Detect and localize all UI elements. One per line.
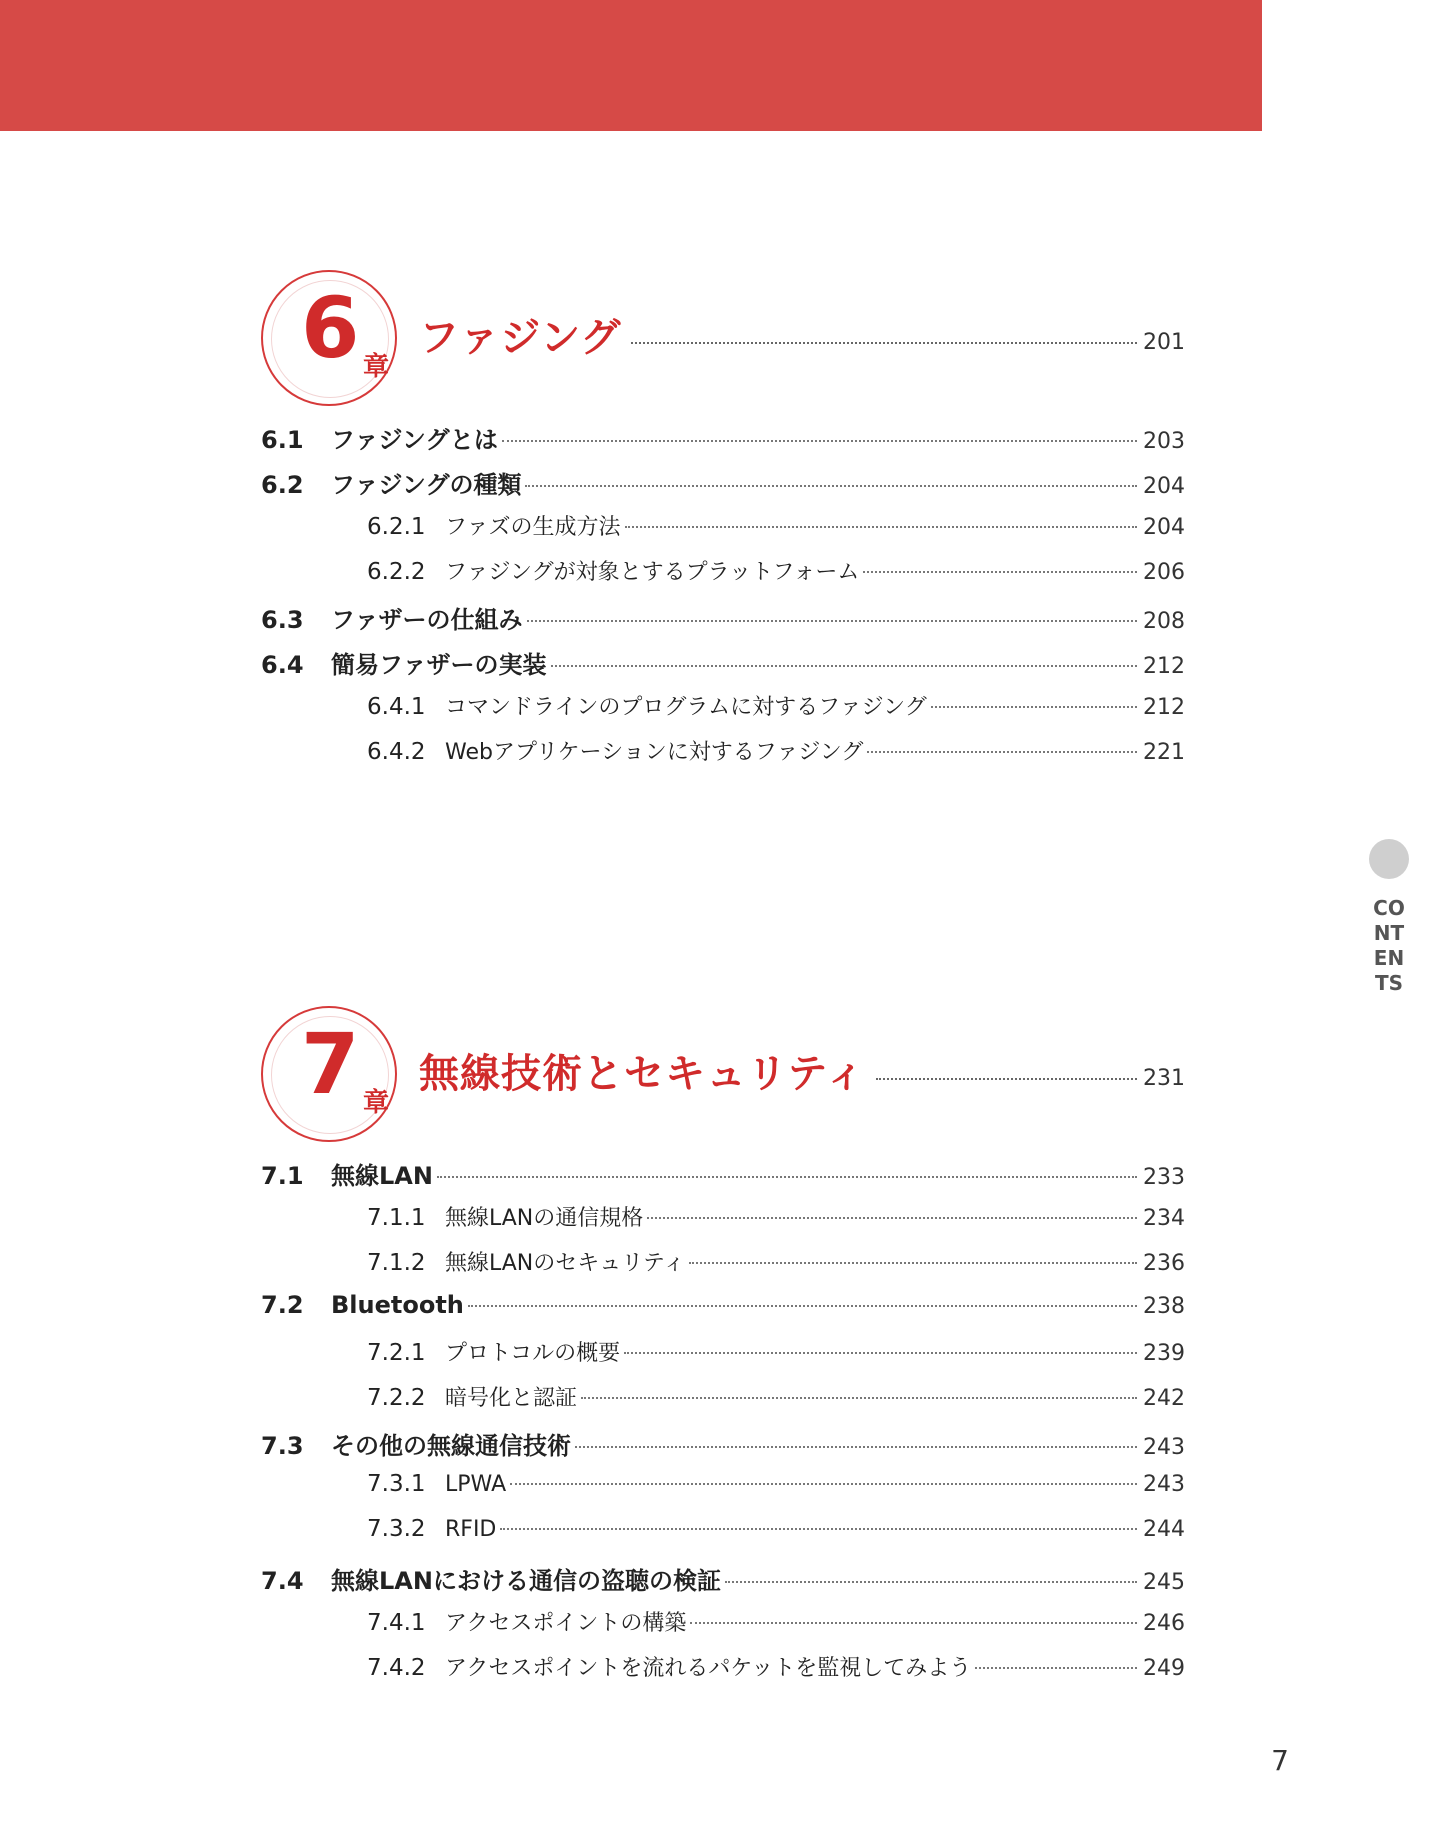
entry-page: 212 xyxy=(1143,654,1185,679)
entry-page: 204 xyxy=(1143,515,1185,540)
dot-leader xyxy=(876,1078,1137,1080)
entry-title: ファジングが対象とするプラットフォーム xyxy=(445,560,860,585)
chapter-heading xyxy=(261,1006,1185,1148)
toc-subentry[interactable] xyxy=(261,555,1185,600)
header-band xyxy=(0,0,1262,131)
dot-leader xyxy=(625,526,1137,528)
entry-title: 無線LAN xyxy=(331,1162,433,1190)
toc-entry[interactable] xyxy=(261,420,1185,465)
entry-title: ファザーの仕組み xyxy=(331,606,523,634)
dot-leader xyxy=(931,706,1137,708)
chapter-heading xyxy=(261,270,1185,412)
entry-title: ファジングの種類 xyxy=(331,471,522,499)
entry-title: LPWA xyxy=(445,1472,507,1497)
entry-page: 244 xyxy=(1143,1517,1185,1542)
toc-subentry[interactable] xyxy=(261,735,1185,780)
chapter-unit: 章 xyxy=(363,1088,390,1118)
toc-subentry[interactable] xyxy=(261,1516,1185,1561)
entry-number: 7.4.2 xyxy=(367,1655,426,1681)
toc-entry[interactable] xyxy=(261,1156,1185,1201)
entry-title: ファズの生成方法 xyxy=(445,515,621,540)
dot-leader xyxy=(510,1483,1137,1485)
entry-number: 7.1.1 xyxy=(367,1205,426,1231)
dot-leader xyxy=(500,1528,1137,1530)
toc-subentry[interactable] xyxy=(261,1201,1185,1246)
entry-number: 6.4 xyxy=(261,651,304,679)
toc-entries xyxy=(261,1156,1185,1696)
entry-page: 243 xyxy=(1143,1435,1185,1460)
chapter-unit: 章 xyxy=(363,352,390,382)
chapter-number: 6 xyxy=(301,279,360,377)
entry-number: 6.2.2 xyxy=(367,559,426,585)
entry-page: 221 xyxy=(1143,740,1185,765)
entry-title: アクセスポイントの構築 xyxy=(445,1611,687,1636)
entry-page: 204 xyxy=(1143,474,1185,499)
entry-title: プロトコルの概要 xyxy=(445,1341,621,1366)
dot-leader xyxy=(631,342,1137,344)
entry-number: 7.3.2 xyxy=(367,1516,426,1542)
entry-number: 7.2.1 xyxy=(367,1340,426,1366)
dot-leader xyxy=(624,1352,1137,1354)
chapter-page: 231 xyxy=(1143,1066,1185,1091)
dot-leader xyxy=(575,1446,1137,1448)
entry-title: アクセスポイントを流れるパケットを監視してみよう xyxy=(445,1656,972,1681)
entry-page: 234 xyxy=(1143,1206,1185,1231)
entry-page: 212 xyxy=(1143,695,1185,720)
entry-number: 6.4.1 xyxy=(367,694,426,720)
entry-number: 7.3 xyxy=(261,1432,304,1460)
entry-number: 7.1.2 xyxy=(367,1250,426,1276)
dot-leader xyxy=(689,1262,1137,1264)
dot-leader xyxy=(863,571,1137,573)
toc-entries xyxy=(261,420,1185,780)
entry-number: 7.4 xyxy=(261,1567,304,1595)
chapter-page: 201 xyxy=(1143,330,1185,355)
toc-entry[interactable] xyxy=(261,645,1185,690)
toc-subentry[interactable] xyxy=(261,1246,1185,1291)
entry-number: 7.4.1 xyxy=(367,1610,426,1636)
entry-page: 245 xyxy=(1143,1570,1185,1595)
chapter-number: 7 xyxy=(301,1015,360,1113)
toc-subentry[interactable] xyxy=(261,1606,1185,1651)
toc-entry[interactable] xyxy=(261,465,1185,510)
toc-subentry[interactable] xyxy=(261,1336,1185,1381)
entry-title: Webアプリケーションに対するファジング xyxy=(445,740,864,765)
chapter-7 xyxy=(261,1006,1185,1696)
chapter-title-row[interactable] xyxy=(419,1042,1185,1099)
entry-page: 243 xyxy=(1143,1472,1185,1497)
entry-page: 249 xyxy=(1143,1656,1185,1681)
dot-leader xyxy=(975,1667,1137,1669)
entry-title: Bluetooth xyxy=(331,1291,464,1319)
entry-page: 236 xyxy=(1143,1251,1185,1276)
entry-number: 6.2.1 xyxy=(367,514,426,540)
entry-number: 6.1 xyxy=(261,426,304,454)
dot-leader xyxy=(468,1305,1137,1307)
entry-title: 簡易ファザーの実装 xyxy=(331,651,547,679)
dot-leader xyxy=(525,485,1137,487)
entry-title: RFID xyxy=(445,1517,497,1542)
side-contents-label: CONTENTS xyxy=(1373,896,1405,995)
dot-leader xyxy=(725,1581,1137,1583)
entry-number: 6.3 xyxy=(261,606,304,634)
dot-leader xyxy=(527,620,1137,622)
entry-page: 242 xyxy=(1143,1386,1185,1411)
chapter-title: 無線技術とセキュリティ xyxy=(419,1051,866,1097)
toc-subentry[interactable] xyxy=(261,1381,1185,1426)
chapter-badge xyxy=(261,1006,397,1142)
entry-number: 7.3.1 xyxy=(367,1471,426,1497)
toc-subentry[interactable] xyxy=(261,510,1185,555)
toc-entry[interactable] xyxy=(261,600,1185,645)
chapter-title: ファジング xyxy=(419,315,622,361)
entry-page: 233 xyxy=(1143,1165,1185,1190)
entry-title: 暗号化と認証 xyxy=(445,1386,578,1411)
entry-page: 206 xyxy=(1143,560,1185,585)
toc-subentry[interactable] xyxy=(261,690,1185,735)
entry-number: 7.1 xyxy=(261,1162,304,1190)
entry-page: 238 xyxy=(1143,1294,1185,1319)
dot-leader xyxy=(867,751,1137,753)
entry-number: 7.2 xyxy=(261,1291,304,1319)
entry-title: 無線LANにおける通信の盗聴の検証 xyxy=(331,1567,721,1595)
entry-number: 6.2 xyxy=(261,471,304,499)
dot-leader xyxy=(551,665,1137,667)
entry-page: 203 xyxy=(1143,429,1185,454)
toc-subentry[interactable] xyxy=(261,1651,1185,1696)
entry-page: 208 xyxy=(1143,609,1185,634)
dot-leader xyxy=(581,1397,1137,1399)
dot-leader xyxy=(647,1217,1137,1219)
dot-leader xyxy=(502,440,1137,442)
entry-title: コマンドラインのプログラムに対するファジング xyxy=(445,695,927,720)
side-tab-dot xyxy=(1369,839,1409,879)
entry-page: 246 xyxy=(1143,1611,1185,1636)
entry-title: 無線LANのセキュリティ xyxy=(445,1251,686,1276)
toc-subentry[interactable] xyxy=(261,1471,1185,1516)
chapter-badge xyxy=(261,270,397,406)
toc-entry[interactable] xyxy=(261,1561,1185,1606)
chapter-6 xyxy=(261,270,1185,780)
entry-title: その他の無線通信技術 xyxy=(331,1432,571,1460)
entry-number: 6.4.2 xyxy=(367,739,426,765)
entry-number: 7.2.2 xyxy=(367,1385,426,1411)
entry-title: ファジングとは xyxy=(331,426,498,454)
entry-title: 無線LANの通信規格 xyxy=(445,1206,644,1231)
entry-page: 239 xyxy=(1143,1341,1185,1366)
dot-leader xyxy=(437,1176,1137,1178)
page-number: 7 xyxy=(1271,1744,1289,1777)
dot-leader xyxy=(690,1622,1137,1624)
chapter-title-row[interactable] xyxy=(419,306,1185,363)
toc-entry[interactable] xyxy=(261,1291,1185,1336)
toc-entry[interactable] xyxy=(261,1426,1185,1471)
